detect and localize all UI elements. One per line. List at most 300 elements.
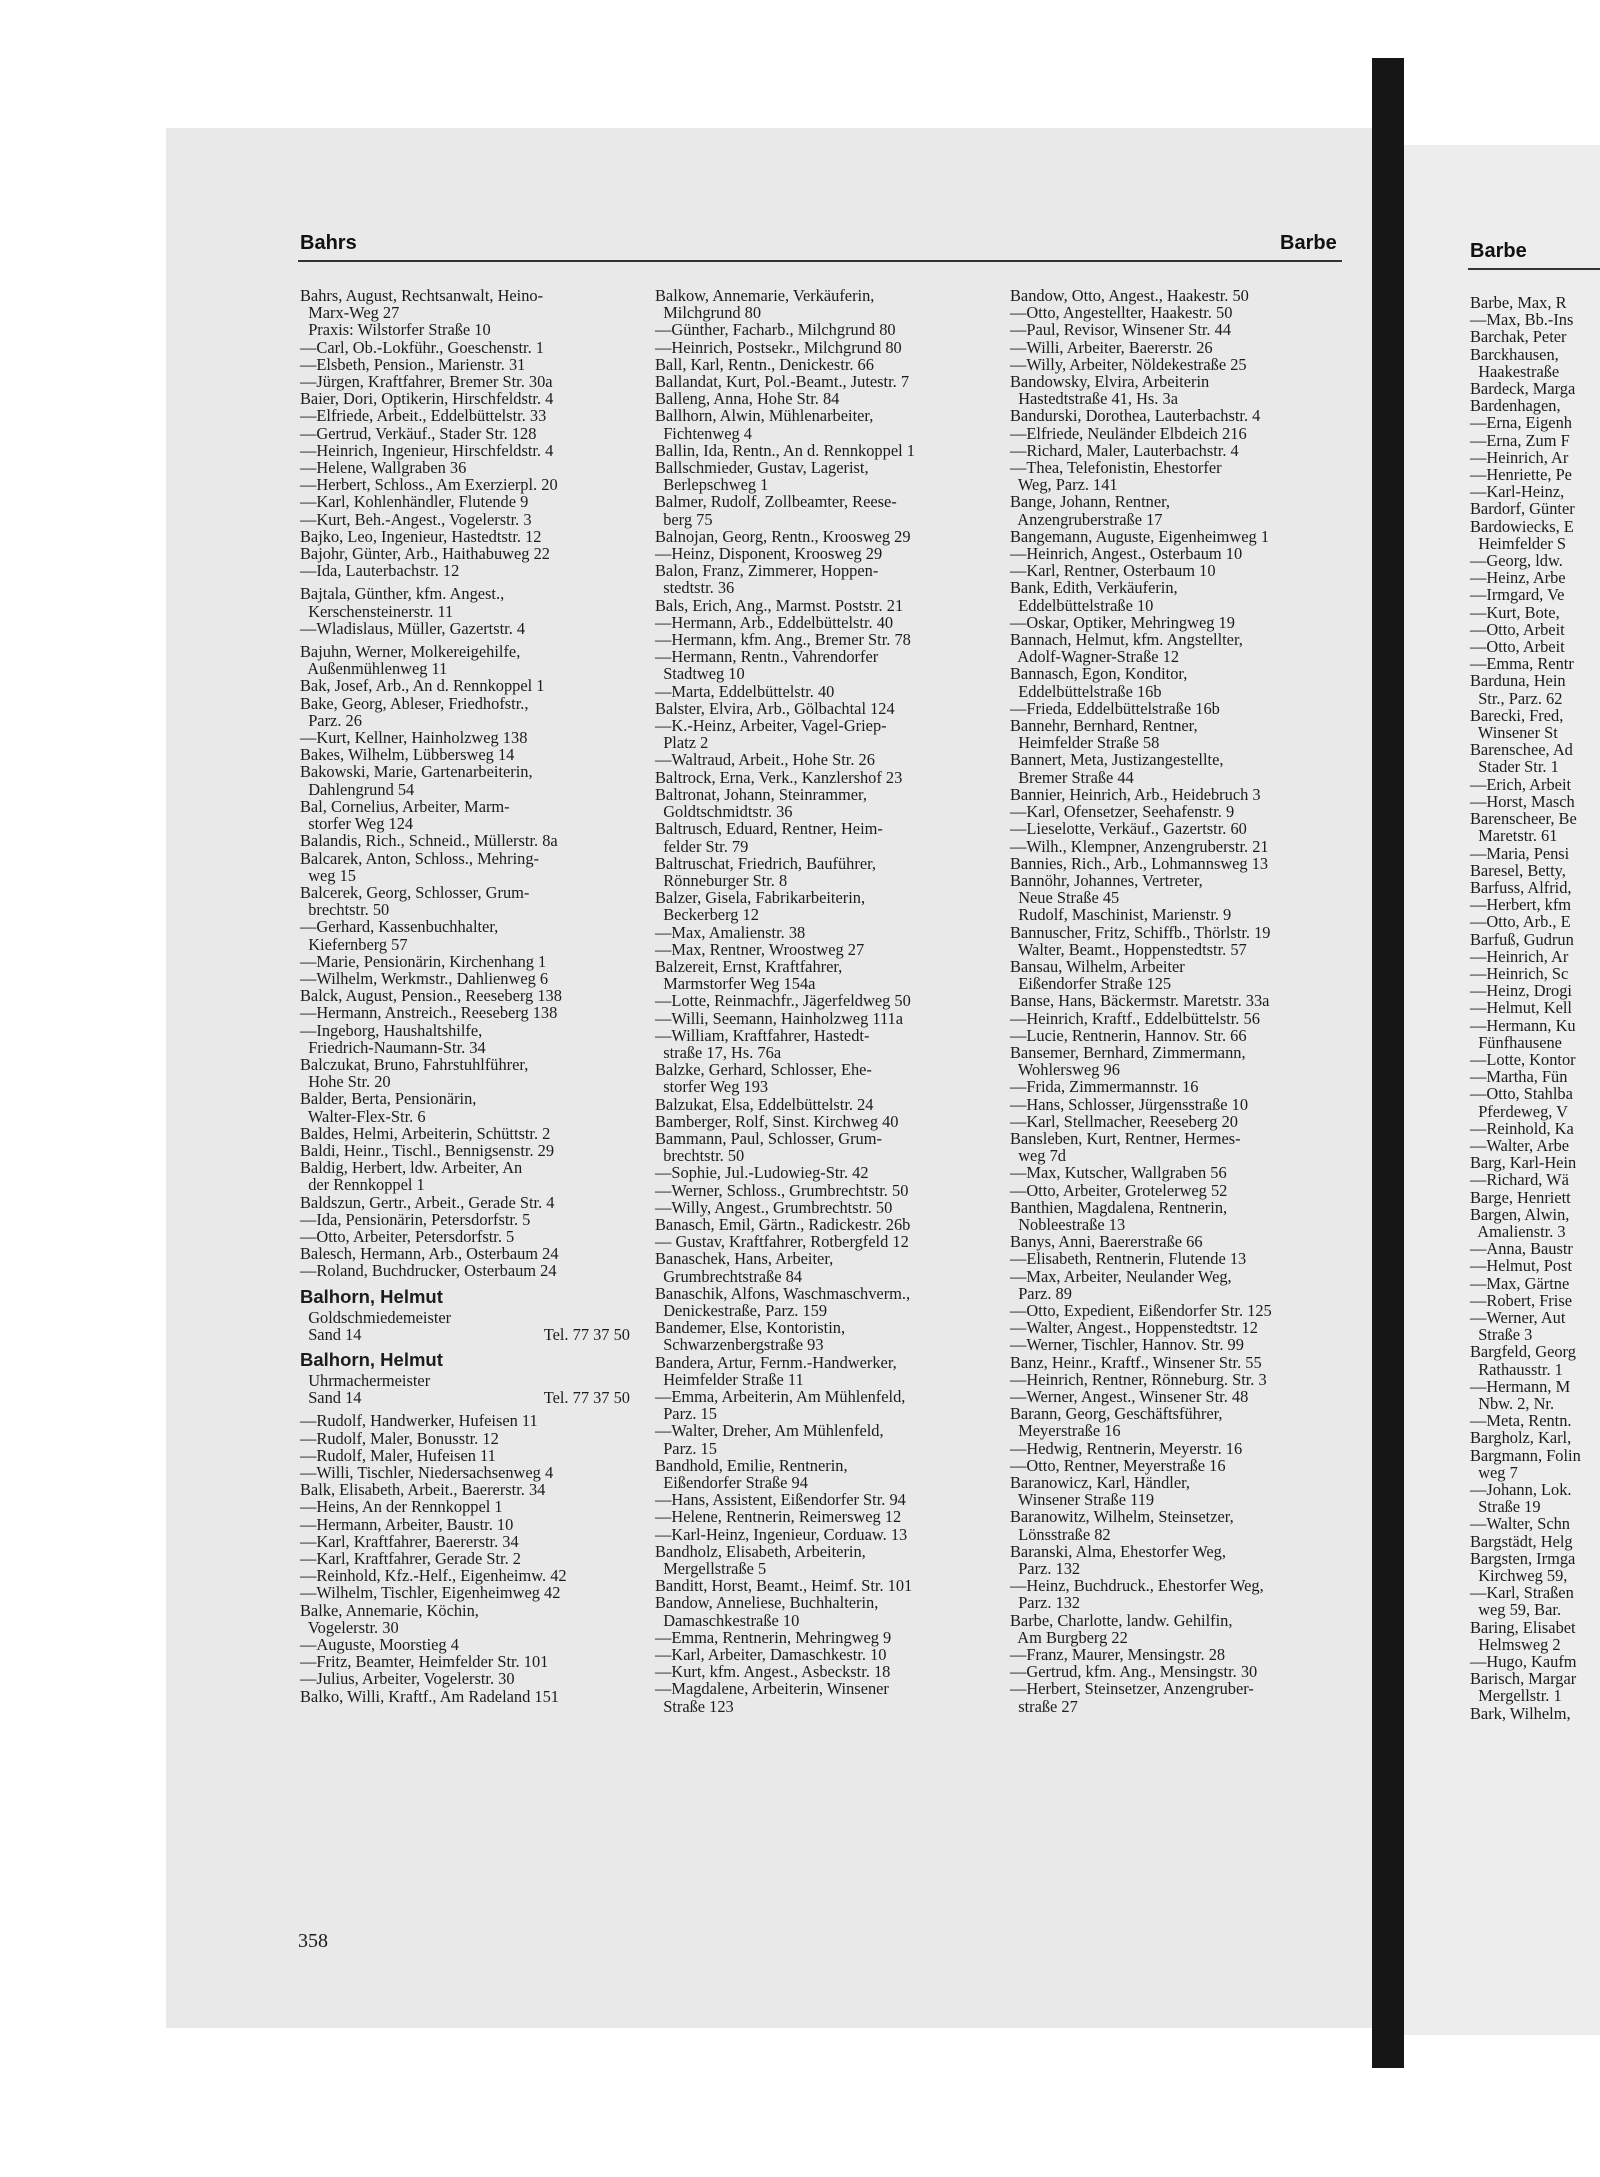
directory-entry-fragment: —Kurt, Bote, bbox=[1470, 602, 1560, 622]
directory-entry: straße 17, Hs. 76a bbox=[655, 1042, 782, 1062]
directory-entry: Banz, Heinr., Kraftf., Winsener Str. 55 bbox=[1010, 1352, 1262, 1372]
directory-entry: —Frida, Zimmermannstr. 16 bbox=[1010, 1077, 1199, 1097]
directory-entry: —Rudolf, Handwerker, Hufeisen 11 bbox=[300, 1411, 538, 1431]
directory-entry: Marx-Weg 27 bbox=[300, 303, 400, 323]
directory-entry: Heimfelder Straße 11 bbox=[655, 1369, 804, 1389]
directory-entry: —Paul, Revisor, Winsener Str. 44 bbox=[1010, 320, 1232, 340]
directory-entry: —Elfriede, Neuländer Elbdeich 216 bbox=[1010, 423, 1247, 443]
directory-entry: Bandow, Anneliese, Buchhalterin, bbox=[655, 1593, 879, 1613]
directory-entry: Bannach, Helmut, kfm. Angstellter, bbox=[1010, 630, 1243, 650]
directory-entry: Balzereit, Ernst, Kraftfahrer, bbox=[655, 956, 843, 976]
directory-entry-fragment: Nbw. 2, Nr. bbox=[1470, 1394, 1555, 1413]
directory-entry-fragment: Baresel, Betty, bbox=[1470, 860, 1566, 880]
directory-entry: Ballschmieder, Gustav, Lagerist, bbox=[655, 458, 869, 478]
directory-entry: Winsener Straße 119 bbox=[1010, 1490, 1155, 1510]
directory-entry: —Max, Rentner, Wroostweg 27 bbox=[655, 939, 865, 959]
directory-entry: Balleng, Anna, Hohe Str. 84 bbox=[655, 389, 840, 409]
directory-entry: Balnojan, Georg, Rentn., Kroosweg 29 bbox=[655, 526, 911, 546]
directory-entry: Bajuhn, Werner, Molkereigehilfe, bbox=[300, 642, 521, 662]
directory-entry: Bajohr, Günter, Arb., Haithabuweg 22 bbox=[300, 544, 550, 564]
directory-entry-fragment: Barenscheer, Be bbox=[1470, 809, 1577, 829]
directory-entry: Balkow, Annemarie, Verkäuferin, bbox=[655, 286, 875, 305]
directory-entry: Heimfelder Straße 58 bbox=[1010, 733, 1160, 753]
directory-entry: Baldszun, Gertr., Arbeit., Gerade Str. 4 bbox=[300, 1192, 555, 1212]
directory-entry: Banys, Anni, Baererstraße 66 bbox=[1010, 1232, 1203, 1252]
directory-entry: Platz 2 bbox=[655, 733, 709, 753]
directory-entry-fragment: —Henriette, Pe bbox=[1470, 465, 1572, 485]
right-page-rule bbox=[1468, 268, 1600, 270]
directory-entry: Praxis: Wilstorfer Straße 10 bbox=[300, 320, 491, 340]
directory-entry: Baier, Dori, Optikerin, Hirschfeldstr. 4 bbox=[300, 389, 554, 409]
directory-entry: Außenmühlenweg 11 bbox=[300, 659, 448, 679]
directory-entry: stedtstr. 36 bbox=[655, 578, 735, 598]
directory-entry: Eißendorfer Straße 94 bbox=[655, 1473, 808, 1493]
directory-entry: Adolf-Wagner-Straße 12 bbox=[1010, 647, 1180, 667]
directory-entry: Baldes, Helmi, Arbeiterin, Schüttstr. 2 bbox=[300, 1123, 551, 1143]
directory-entry-fragment: Mergellstr. 1 bbox=[1470, 1686, 1562, 1706]
directory-entry: Bannöhr, Johannes, Vertreter, bbox=[1010, 870, 1203, 890]
directory-entry: —Heinrich, Ingenieur, Hirschfeldstr. 4 bbox=[300, 440, 554, 460]
directory-entry: —Rudolf, Maler, Bonusstr. 12 bbox=[300, 1428, 499, 1448]
directory-entry: —Marta, Eddelbüttelstr. 40 bbox=[655, 681, 835, 701]
directory-entry-fragment: weg 7 bbox=[1470, 1462, 1518, 1482]
page-number: 358 bbox=[298, 1930, 328, 1952]
directory-entry: Am Burgberg 22 bbox=[1010, 1627, 1128, 1647]
directory-entry: Schwarzenbergstraße 93 bbox=[655, 1335, 824, 1355]
directory-entry: —Gertrud, kfm. Ang., Mensingstr. 30 bbox=[1010, 1662, 1258, 1682]
directory-entry: brechtstr. 50 bbox=[300, 900, 390, 920]
directory-entry: Balck, August, Pension., Reeseberg 138 bbox=[300, 986, 562, 1006]
directory-entry: —Günther, Facharb., Milchgrund 80 bbox=[655, 320, 896, 340]
directory-entry: —Lieselotte, Verkäuf., Gazertstr. 60 bbox=[1010, 819, 1247, 839]
directory-entry-fragment: Bardorf, Günter bbox=[1470, 499, 1575, 519]
directory-entry: Bange, Johann, Rentner, bbox=[1010, 492, 1171, 512]
directory-entry: —Frieda, Eddelbüttelstraße 16b bbox=[1010, 698, 1220, 718]
directory-entry: Bannies, Rich., Arb., Lohmannsweg 13 bbox=[1010, 853, 1269, 873]
directory-entry-fragment: Bargmann, Folin bbox=[1470, 1445, 1581, 1465]
right-page-header: Barbe bbox=[1470, 240, 1527, 262]
directory-entry-fragment: Barg, Karl-Hein bbox=[1470, 1153, 1577, 1173]
directory-entry: der Rennkoppel 1 bbox=[300, 1175, 425, 1195]
directory-entry: —Ida, Lauterbachstr. 12 bbox=[300, 561, 460, 581]
directory-entry: Bak, Josef, Arb., An d. Rennkoppel 1 bbox=[300, 676, 545, 696]
directory-entry: —Hermann, kfm. Ang., Bremer Str. 78 bbox=[655, 630, 911, 650]
directory-entry: —Waltraud, Arbeit., Hohe Str. 26 bbox=[655, 750, 875, 770]
directory-entry: Bandowsky, Elvira, Arbeiterin bbox=[1010, 372, 1210, 392]
directory-entry: Banthien, Magdalena, Rentnerin, bbox=[1010, 1197, 1228, 1217]
directory-entry: —Helene, Wallgraben 36 bbox=[300, 458, 467, 478]
directory-entry: —Ingeborg, Haushaltshilfe, bbox=[300, 1020, 483, 1040]
directory-entry: Banasch, Emil, Gärtn., Radickestr. 26b bbox=[655, 1214, 911, 1234]
directory-entry: Barbe, Charlotte, landw. Gehilfin, bbox=[1010, 1610, 1233, 1630]
directory-entry: —Heinrich, Angest., Osterbaum 10 bbox=[1010, 544, 1243, 564]
directory-entry: —Karl, Stellmacher, Reeseberg 20 bbox=[1010, 1111, 1238, 1131]
directory-entry: —Willy, Arbeiter, Nöldekestraße 25 bbox=[1010, 354, 1247, 374]
directory-entry: —Emma, Rentnerin, Mehringweg 9 bbox=[655, 1627, 892, 1647]
directory-entry-fragment: —Emma, Rentr bbox=[1470, 654, 1574, 674]
directory-entry: Banaschik, Alfons, Waschmaschverm., bbox=[655, 1283, 911, 1303]
directory-entry-fragment: —Erich, Arbeit bbox=[1470, 774, 1572, 794]
directory-entry: Bammann, Paul, Schlosser, Grum- bbox=[655, 1128, 882, 1148]
directory-entry: brechtstr. 50 bbox=[655, 1146, 745, 1166]
directory-entry: —Werner, Angest., Winsener Str. 48 bbox=[1010, 1387, 1249, 1406]
directory-entry: —Franz, Maurer, Mensingstr. 28 bbox=[1010, 1645, 1226, 1665]
directory-entry-fragment: Bargstädt, Helg bbox=[1470, 1531, 1573, 1551]
directory-entry: —Karl, Kohlenhändler, Flutende 9 bbox=[300, 492, 529, 512]
directory-entry-fragment: —Erna, Eigenh bbox=[1470, 413, 1572, 433]
directory-entry: —Wilhelm, Tischler, Eigenheimweg 42 bbox=[300, 1583, 561, 1603]
directory-entry: —Otto, Arbeiter, Petersdorfstr. 5 bbox=[300, 1226, 515, 1246]
directory-entry: —Walter, Angest., Hoppenstedtstr. 12 bbox=[1010, 1318, 1258, 1338]
directory-entry: Banditt, Horst, Beamt., Heimf. Str. 101 bbox=[655, 1576, 913, 1596]
directory-entry: Parz. 15 bbox=[655, 1438, 717, 1458]
directory-entry: —Werner, Tischler, Hannov. Str. 99 bbox=[1010, 1335, 1244, 1355]
directory-entry-fragment: Barisch, Margar bbox=[1470, 1669, 1577, 1689]
directory-entry: —Heinrich, Rentner, Rönneburg. Str. 3 bbox=[1010, 1369, 1267, 1389]
advertiser-contact-line bbox=[300, 1326, 630, 1343]
directory-entry-fragment: —Max, Bb.-Ins bbox=[1470, 310, 1574, 330]
directory-entry: Dahlengrund 54 bbox=[300, 779, 415, 799]
directory-entry: Bank, Edith, Verkäuferin, bbox=[1010, 578, 1178, 598]
directory-entry: Baranski, Alma, Ehestorfer Weg, bbox=[1010, 1541, 1226, 1561]
directory-entry: Bremer Straße 44 bbox=[1010, 767, 1134, 787]
directory-entry: Bandow, Otto, Angest., Haakestr. 50 bbox=[1010, 286, 1249, 305]
directory-entry: —Heinrich, Postsekr., Milchgrund 80 bbox=[655, 337, 902, 357]
directory-entry-fragment: —Max, Gärtne bbox=[1470, 1273, 1570, 1293]
directory-entry-fragment: —Otto, Arbeit bbox=[1470, 637, 1565, 657]
directory-entry: —Willi, Seemann, Hainholzweg 111a bbox=[655, 1008, 904, 1028]
directory-entry-fragment: Pferdeweg, V bbox=[1470, 1101, 1569, 1121]
directory-entry: Marmstorfer Weg 154a bbox=[655, 974, 816, 994]
directory-entry-fragment: —Karl, Straßen bbox=[1470, 1583, 1574, 1603]
directory-entry: —Hans, Assistent, Eißendorfer Str. 94 bbox=[655, 1490, 906, 1510]
advertiser-heading: Balhorn, Helmut bbox=[300, 1285, 443, 1307]
directory-entry: Eddelbüttelstraße 16b bbox=[1010, 681, 1162, 701]
directory-entry: —Hermann, Rentn., Vahrendorfer bbox=[655, 647, 879, 667]
directory-entry: —Hermann, Anstreich., Reeseberg 138 bbox=[300, 1003, 558, 1023]
directory-entry: Bansleben, Kurt, Rentner, Hermes- bbox=[1010, 1128, 1241, 1148]
directory-entry: Meyerstraße 16 bbox=[1010, 1421, 1121, 1441]
directory-entry: Straße 123 bbox=[655, 1696, 734, 1716]
column-3 bbox=[1010, 287, 1345, 1715]
directory-entry: Balon, Franz, Zimmerer, Hoppen- bbox=[655, 561, 879, 581]
directory-entry: Parz. 132 bbox=[1010, 1559, 1081, 1579]
directory-entry: Hohe Str. 20 bbox=[300, 1072, 391, 1092]
directory-entry: Bannert, Meta, Justizangestellte, bbox=[1010, 750, 1224, 770]
directory-entry-fragment: —Karl-Heinz, bbox=[1470, 482, 1565, 502]
directory-entry: Baranowicz, Karl, Händler, bbox=[1010, 1473, 1191, 1493]
directory-entry-fragment: —Horst, Masch bbox=[1470, 791, 1575, 811]
address: Sand 14 bbox=[300, 1324, 362, 1344]
directory-entry: Parz. 26 bbox=[300, 710, 362, 730]
directory-entry: Bannier, Heinrich, Arb., Heidebruch 3 bbox=[1010, 784, 1261, 804]
directory-entry: —Lucie, Rentnerin, Hannov. Str. 66 bbox=[1010, 1025, 1247, 1045]
directory-entry: —Karl, Arbeiter, Damaschkestr. 10 bbox=[655, 1645, 887, 1665]
directory-entry-fragment: —Reinhold, Ka bbox=[1470, 1118, 1574, 1138]
directory-entry: weg 7d bbox=[1010, 1146, 1066, 1166]
directory-entry: Bannehr, Bernhard, Rentner, bbox=[1010, 716, 1198, 736]
directory-entry: —William, Kraftfahrer, Hastedt- bbox=[655, 1025, 870, 1045]
directory-entry: —Heinrich, Kraftf., Eddelbüttelstr. 56 bbox=[1010, 1008, 1260, 1028]
directory-entry-fragment: —Heinrich, Sc bbox=[1470, 963, 1569, 983]
directory-entry-fragment: Barge, Henriett bbox=[1470, 1187, 1571, 1207]
directory-entry: Balcarek, Anton, Schloss., Mehring- bbox=[300, 848, 539, 868]
directory-entry: —Elisabeth, Rentnerin, Flutende 13 bbox=[1010, 1249, 1247, 1269]
directory-entry-fragment: —Lotte, Kontor bbox=[1470, 1049, 1576, 1069]
directory-entry-fragment: —Meta, Rentn. bbox=[1470, 1411, 1572, 1431]
directory-entry-fragment: Barckhausen, bbox=[1470, 344, 1559, 364]
directory-entry-fragment: Barenschee, Ad bbox=[1470, 740, 1573, 760]
directory-entry: —Hermann, Arb., Eddelbüttelstr. 40 bbox=[655, 612, 894, 632]
directory-entry-fragment: Kirchweg 59, bbox=[1470, 1566, 1568, 1586]
directory-entry: —Willi, Tischler, Niedersachsenweg 4 bbox=[300, 1463, 554, 1482]
directory-entry: Balster, Elvira, Arb., Gölbachtal 124 bbox=[655, 698, 895, 718]
directory-entry: Balczukat, Bruno, Fahrstuhlführer, bbox=[300, 1054, 529, 1074]
directory-entry: —Wilhelm, Werkmstr., Dahlienweg 6 bbox=[300, 968, 549, 988]
directory-entry: — Gustav, Kraftfahrer, Rotbergfeld 12 bbox=[655, 1232, 909, 1252]
directory-entry: Kerschensteinerstr. 11 bbox=[300, 601, 454, 621]
directory-entry: berg 75 bbox=[655, 509, 713, 529]
directory-entry-fragment: Bargen, Alwin, bbox=[1470, 1204, 1570, 1224]
directory-entry-fragment: —Otto, Arbeit bbox=[1470, 619, 1565, 639]
directory-entry: —Walter, Dreher, Am Mühlenfeld, bbox=[655, 1421, 884, 1441]
directory-entry: —Herbert, Steinsetzer, Anzengruber- bbox=[1010, 1679, 1254, 1699]
directory-entry-fragment: —Hugo, Kaufm bbox=[1470, 1652, 1577, 1672]
directory-entry: Parz. 89 bbox=[1010, 1283, 1072, 1303]
directory-entry-fragment: Str., Parz. 62 bbox=[1470, 688, 1563, 708]
directory-entry: —Karl, Kraftfahrer, Gerade Str. 2 bbox=[300, 1549, 521, 1569]
directory-entry-fragment: —Heinz, Drogi bbox=[1470, 981, 1572, 1001]
advertiser-contact-line bbox=[300, 1389, 630, 1406]
directory-entry: Bajko, Leo, Ingenieur, Hastedtstr. 12 bbox=[300, 526, 542, 546]
directory-entry: storfer Weg 193 bbox=[655, 1077, 769, 1097]
directory-entry: —Karl, Rentner, Osterbaum 10 bbox=[1010, 561, 1216, 581]
directory-entry-fragment: weg 59, Bar. bbox=[1470, 1600, 1562, 1620]
directory-entry: Kiefernberg 57 bbox=[300, 934, 408, 954]
directory-entry-fragment: Straße 3 bbox=[1470, 1325, 1533, 1345]
directory-entry: Milchgrund 80 bbox=[655, 303, 762, 323]
directory-entry-fragment: —Helmut, Kell bbox=[1470, 998, 1572, 1018]
directory-entry: Balandis, Rich., Schneid., Müllerstr. 8a bbox=[300, 831, 558, 851]
directory-entry: —Emma, Arbeiterin, Am Mühlenfeld, bbox=[655, 1387, 906, 1406]
directory-entry: —Thea, Telefonistin, Ehestorfer bbox=[1010, 458, 1222, 478]
directory-entry: Bal, Cornelius, Arbeiter, Marm- bbox=[300, 796, 510, 816]
directory-entry: Bandera, Artur, Fernm.-Handwerker, bbox=[655, 1352, 897, 1372]
directory-entry: Baranowitz, Wilhelm, Steinsetzer, bbox=[1010, 1507, 1234, 1527]
directory-entry-fragment: —Heinrich, Ar bbox=[1470, 447, 1569, 467]
directory-entry: Bansau, Wilhelm, Arbeiter bbox=[1010, 956, 1185, 976]
directory-entry: Bahrs, August, Rechtsanwalt, Heino- bbox=[300, 286, 544, 305]
directory-entry: —Willi, Arbeiter, Baererstr. 26 bbox=[1010, 337, 1213, 357]
directory-entry: Banaschek, Hans, Arbeiter, bbox=[655, 1249, 834, 1269]
directory-entry: —Kurt, Kellner, Hainholzweg 138 bbox=[300, 728, 528, 748]
directory-entry: Mergellstraße 5 bbox=[655, 1559, 767, 1579]
directory-entry: straße 27 bbox=[1010, 1696, 1078, 1716]
directory-entry: Balzke, Gerhard, Schlosser, Ehe- bbox=[655, 1060, 872, 1080]
directory-entry: Baltrusch, Eduard, Rentner, Heim- bbox=[655, 819, 883, 839]
directory-entry: Baltruschat, Friedrich, Bauführer, bbox=[655, 853, 877, 873]
directory-entry: —Otto, Arbeiter, Grotelerweg 52 bbox=[1010, 1180, 1228, 1200]
directory-entry-fragment: Stader Str. 1 bbox=[1470, 757, 1559, 777]
directory-entry-fragment: Baring, Elisabet bbox=[1470, 1617, 1576, 1637]
directory-entry: Beckerberg 12 bbox=[655, 905, 759, 925]
directory-entry-fragment: —Hermann, Ku bbox=[1470, 1015, 1576, 1035]
directory-entry: —Carl, Ob.-Lokführ., Goeschenstr. 1 bbox=[300, 337, 544, 357]
directory-entry-fragment: Fünfhausene bbox=[1470, 1032, 1562, 1052]
directory-entry-fragment: —Herbert, kfm bbox=[1470, 895, 1572, 915]
telephone: Tel. 77 37 50 bbox=[543, 1388, 630, 1408]
directory-entry: —Gerhard, Kassenbuchhalter, bbox=[300, 917, 499, 937]
directory-entry: —Otto, Angestellter, Haakestr. 50 bbox=[1010, 303, 1233, 323]
directory-entry-fragment: Bardeck, Marga bbox=[1470, 379, 1576, 399]
directory-entry: Bandurski, Dorothea, Lauterbachstr. 4 bbox=[1010, 406, 1261, 426]
directory-entry: Weg, Parz. 141 bbox=[1010, 475, 1118, 495]
directory-entry: —Kurt, kfm. Angest., Asbeckstr. 18 bbox=[655, 1662, 891, 1682]
column-1 bbox=[300, 287, 630, 1705]
directory-entry-fragment: Bargsten, Irmga bbox=[1470, 1548, 1576, 1568]
directory-entry: Balk, Elisabeth, Arbeit., Baererstr. 34 bbox=[300, 1480, 546, 1500]
directory-entry: —Heinz, Buchdruck., Ehestorfer Weg, bbox=[1010, 1576, 1264, 1596]
directory-entry-fragment: Bark, Wilhelm, bbox=[1470, 1703, 1571, 1723]
directory-entry: —Karl, Ofensetzer, Seehafenstr. 9 bbox=[1010, 802, 1235, 822]
directory-entry: —Hedwig, Rentnerin, Meyerstr. 16 bbox=[1010, 1438, 1243, 1458]
directory-entry: Bals, Erich, Ang., Marmst. Poststr. 21 bbox=[655, 595, 904, 615]
directory-entry: felder Str. 79 bbox=[655, 836, 749, 856]
directory-entry: Parz. 132 bbox=[1010, 1593, 1081, 1613]
directory-entry-fragment: —Heinrich, Ar bbox=[1470, 946, 1569, 966]
directory-entry: Baltronat, Johann, Steinrammer, bbox=[655, 784, 867, 804]
directory-entry: Goldschmiedemeister bbox=[300, 1307, 452, 1327]
directory-entry: Stadtweg 10 bbox=[655, 664, 745, 684]
directory-entry: Barann, Georg, Geschäftsführer, bbox=[1010, 1404, 1223, 1424]
directory-entry-fragment: Bardenhagen, bbox=[1470, 396, 1561, 416]
directory-entry-fragment: —Otto, Stahlba bbox=[1470, 1084, 1573, 1104]
directory-entry-fragment: Barfuß, Gudrun bbox=[1470, 929, 1574, 949]
book-spine bbox=[1372, 58, 1404, 2068]
directory-entry-fragment: Bargholz, Karl, bbox=[1470, 1428, 1572, 1448]
directory-entry: —Hans, Schlosser, Jürgensstraße 10 bbox=[1010, 1094, 1249, 1114]
directory-entry: —Karl-Heinz, Ingenieur, Corduaw. 13 bbox=[655, 1524, 908, 1544]
directory-entry: Ball, Karl, Rentn., Denickestr. 66 bbox=[655, 354, 874, 374]
directory-entry: —Heins, An der Rennkoppel 1 bbox=[300, 1497, 503, 1517]
directory-entry: Bansemer, Bernhard, Zimmermann, bbox=[1010, 1042, 1246, 1062]
directory-entry: —Jürgen, Kraftfahrer, Bremer Str. 30a bbox=[300, 372, 553, 392]
directory-entry: Bakes, Wilhelm, Lübbersweg 14 bbox=[300, 745, 515, 765]
directory-entry: —Julius, Arbeiter, Vogelerstr. 30 bbox=[300, 1669, 515, 1689]
directory-entry: Hastedtstraße 41, Hs. 3a bbox=[1010, 389, 1178, 409]
directory-entry: —Fritz, Beamter, Heimfelder Str. 101 bbox=[300, 1652, 549, 1672]
header-right: Barbe bbox=[1280, 232, 1337, 254]
directory-entry-fragment: Amalienstr. 3 bbox=[1470, 1221, 1566, 1241]
directory-entry: Balko, Willi, Kraftf., Am Radeland 151 bbox=[300, 1686, 559, 1706]
directory-entry: Banse, Hans, Bäckermstr. Maretstr. 33a bbox=[1010, 991, 1270, 1011]
directory-entry: Balesch, Hermann, Arb., Osterbaum 24 bbox=[300, 1244, 559, 1264]
directory-entry: Uhrmachermeister bbox=[300, 1370, 431, 1390]
advertiser-heading: Balhorn, Helmut bbox=[300, 1348, 443, 1370]
directory-entry: —Reinhold, Kfz.-Helf., Eigenheimw. 42 bbox=[300, 1566, 567, 1586]
address: Sand 14 bbox=[300, 1388, 362, 1408]
directory-entry: Baltrock, Erna, Verk., Kanzlershof 23 bbox=[655, 767, 903, 787]
directory-entry: —Willy, Angest., Grumbrechtstr. 50 bbox=[655, 1197, 893, 1217]
directory-entry: —Rudolf, Maler, Hufeisen 11 bbox=[300, 1445, 496, 1465]
directory-entry: storfer Weg 124 bbox=[300, 814, 414, 834]
directory-entry: Ballin, Ida, Rentn., An d. Rennkoppel 1 bbox=[655, 440, 915, 460]
directory-entry: Balmer, Rudolf, Zollbeamter, Reese- bbox=[655, 492, 897, 512]
directory-entry: Ballandat, Kurt, Pol.-Beamt., Jutestr. 7 bbox=[655, 372, 910, 392]
directory-entry: Berlepschweg 1 bbox=[655, 475, 769, 495]
directory-entry: Rönneburger Str. 8 bbox=[655, 870, 788, 890]
directory-entry-fragment: Heimfelder S bbox=[1470, 533, 1567, 553]
directory-entry: —Max, Amalienstr. 38 bbox=[655, 922, 806, 942]
directory-entry: Baldig, Herbert, ldw. Arbeiter, An bbox=[300, 1158, 523, 1178]
directory-entry-fragment: Barecki, Fred, bbox=[1470, 705, 1564, 725]
directory-entry: —Otto, Expedient, Eißendorfer Str. 125 bbox=[1010, 1300, 1272, 1320]
directory-entry-fragment: —Martha, Fün bbox=[1470, 1067, 1568, 1087]
column-2 bbox=[655, 287, 987, 1715]
directory-entry: Parz. 15 bbox=[655, 1404, 717, 1424]
directory-entry-fragment: Barchak, Peter bbox=[1470, 327, 1567, 347]
directory-entry-fragment: —Georg, ldw. bbox=[1470, 551, 1563, 571]
directory-entry: Grumbrechtstraße 84 bbox=[655, 1266, 803, 1286]
directory-entry: Neue Straße 45 bbox=[1010, 888, 1120, 908]
directory-entry: Balke, Annemarie, Köchin, bbox=[300, 1600, 479, 1620]
directory-entry-fragment: —Heinz, Arbe bbox=[1470, 568, 1566, 588]
directory-entry: —Herbert, Schloss., Am Exerzierpl. 20 bbox=[300, 475, 558, 495]
directory-entry: Walter-Flex-Str. 6 bbox=[300, 1106, 426, 1126]
directory-entry-fragment: Barfuss, Alfrid, bbox=[1470, 877, 1572, 897]
directory-entry: Bandhold, Emilie, Rentnerin, bbox=[655, 1455, 848, 1475]
directory-entry: —Magdalene, Arbeiterin, Winsener bbox=[655, 1679, 889, 1699]
directory-entry: Damaschkestraße 10 bbox=[655, 1610, 800, 1630]
directory-entry-fragment: —Erna, Zum F bbox=[1470, 430, 1570, 450]
directory-entry-fragment: —Walter, Schn bbox=[1470, 1514, 1570, 1534]
directory-entry-fragment: —Richard, Wä bbox=[1470, 1170, 1569, 1190]
directory-entry: —Helene, Rentnerin, Reimersweg 12 bbox=[655, 1507, 902, 1527]
directory-entry: —Hermann, Arbeiter, Baustr. 10 bbox=[300, 1514, 514, 1534]
directory-entry: Bandemer, Else, Kontoristin, bbox=[655, 1318, 846, 1338]
directory-entry: Nobleestraße 13 bbox=[1010, 1214, 1126, 1234]
directory-entry: Fichtenweg 4 bbox=[655, 423, 752, 443]
directory-entry-fragment: Rathausstr. 1 bbox=[1470, 1359, 1563, 1379]
header-rule bbox=[298, 260, 1342, 262]
directory-entry-fragment: Helmsweg 2 bbox=[1470, 1634, 1561, 1654]
directory-entry: Wohlersweg 96 bbox=[1010, 1060, 1120, 1080]
directory-entry: —Oskar, Optiker, Mehringweg 19 bbox=[1010, 612, 1235, 632]
directory-entry-fragment: Maretstr. 61 bbox=[1470, 826, 1558, 846]
directory-entry: Bake, Georg, Ableser, Friedhofstr., bbox=[300, 693, 529, 713]
directory-entry-fragment: —Otto, Arb., E bbox=[1470, 912, 1571, 932]
directory-entry: —Ida, Pensionärin, Petersdorfstr. 5 bbox=[300, 1209, 531, 1229]
directory-entry: Balcerek, Georg, Schlosser, Grum- bbox=[300, 882, 530, 902]
directory-entry-fragment: Haakestraße bbox=[1470, 361, 1560, 381]
directory-entry: Ballhorn, Alwin, Mühlenarbeiter, bbox=[655, 406, 874, 426]
directory-entry: —Wilh., Klempner, Anzengruberstr. 21 bbox=[1010, 836, 1269, 856]
directory-entry: Balzer, Gisela, Fabrikarbeiterin, bbox=[655, 888, 866, 908]
telephone: Tel. 77 37 50 bbox=[543, 1324, 630, 1344]
directory-entry: —Gertrud, Verkäuf., Stader Str. 128 bbox=[300, 423, 537, 443]
directory-entry: —Auguste, Moorstieg 4 bbox=[300, 1635, 459, 1655]
directory-entry: Balder, Berta, Pensionärin, bbox=[300, 1089, 477, 1109]
directory-entry: —Wladislaus, Müller, Gazertstr. 4 bbox=[300, 618, 526, 638]
directory-entry: —Sophie, Jul.-Ludowieg-Str. 42 bbox=[655, 1163, 869, 1183]
directory-entry: Bannasch, Egon, Konditor, bbox=[1010, 664, 1188, 684]
directory-entry: Eddelbüttelstraße 10 bbox=[1010, 595, 1154, 615]
directory-entry-fragment: —Anna, Baustr bbox=[1470, 1239, 1573, 1259]
directory-entry-fragment: Straße 19 bbox=[1470, 1497, 1541, 1517]
directory-entry-fragment: —Werner, Aut bbox=[1470, 1307, 1566, 1327]
directory-entry-fragment: —Maria, Pensi bbox=[1470, 843, 1570, 863]
directory-entry-fragment: —Helmut, Post bbox=[1470, 1256, 1572, 1276]
